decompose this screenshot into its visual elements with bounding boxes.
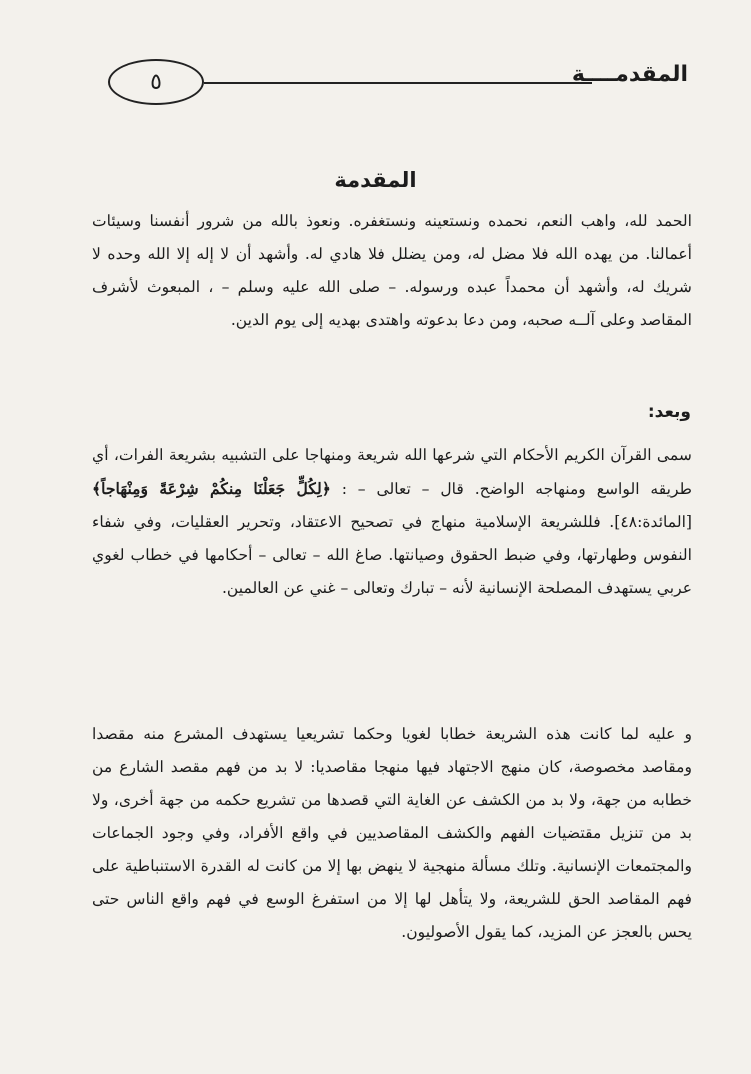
paragraph-3 [92,718,692,949]
paragraph-2-text-a: سمى القرآن الكريم الأحكام التي شرعها الله شريعة ومنهاجا على التشبيه بشريعة الفرات، أي طريقه الواسع ومنهاجه الواضح. قال – تعالى – : [92,446,692,498]
page-number-oval [108,59,204,105]
transition-heading: وبعد: [647,402,691,422]
paragraph-2 [92,439,692,605]
paragraph-2-text-b: [المائدة:٤٨]. فللشريعة الإسلامية منهاج في تصحيح الاعتقاد، وتحرير العقليات، وفي شفاء النفوس وطهارتها، وفي ضبط الحقوق وصيانتها. صاغ الله – تعالى – أحكامها في خطاب لغوي عربي يستهدف المصلحة الإنسانية لأنه – تبارك وتعالى – غني عن العالمين. [92,513,692,597]
paragraph-1-text: الحمد لله، واهب النعم، نحمده ونستعينه ونستغفره. ونعوذ بالله من شرور أنفسنا وسيئات أعمالنا. من يهده الله فلا مضل له، ومن يضلل فلا هادي له. وأشهد أن لا إله إلا الله وحده لا شريك له، وأشهد أن محمداً عبده ورسوله. – صلى الله عليه وسلم – ، المبعوث لأشرف المقاصد وعلى آلــه صحبه، ومن دعا بدعوته واهتدى بهديه إلى يوم الدين. [92,212,692,329]
header-rule [204,82,592,84]
paragraph-3-text: و عليه لما كانت هذه الشريعة خطابا لغويا وحكما تشريعيا يستهدف المشرع منه مقصدا ومقاصد مخصوصة، كان منهج الاجتهاد فيها منهجا مقاصديا: لا بد من فهم مقصد الشارع من خطابه من جهة، ولا بد من الكشف عن الغاية التي قصدها من تشريع حكمه من جهة أخرى، ولا بد من تنزيل مقتضيات الفهم والكشف المقاصديين في واقع الأفراد، وفي وجود الجماعات والمجتمعات الإنسانية. وتلك مسألة منهجية لا ينهض بها إلا من كانت له القدرة الاستنباطية على فهم المقاصد الحق للشريعة، ولا يتأهل لها إلا من استفرغ الوسع في فهم واقع الناس حتى يحس بالعجز عن المزيد، كما يقول الأصوليون. [92,725,692,941]
page-header [108,56,688,106]
quran-verse: ﴿لِكُلٍّ جَعَلْنَا مِنكُمْ شِرْعَةً وَمِنْهَاجاً﴾ [92,479,331,498]
section-title: المقدمة [334,168,417,192]
running-header-title: المقدمــــة [571,62,688,87]
page-number: ٥ [150,69,162,95]
paragraph-1 [92,205,692,337]
